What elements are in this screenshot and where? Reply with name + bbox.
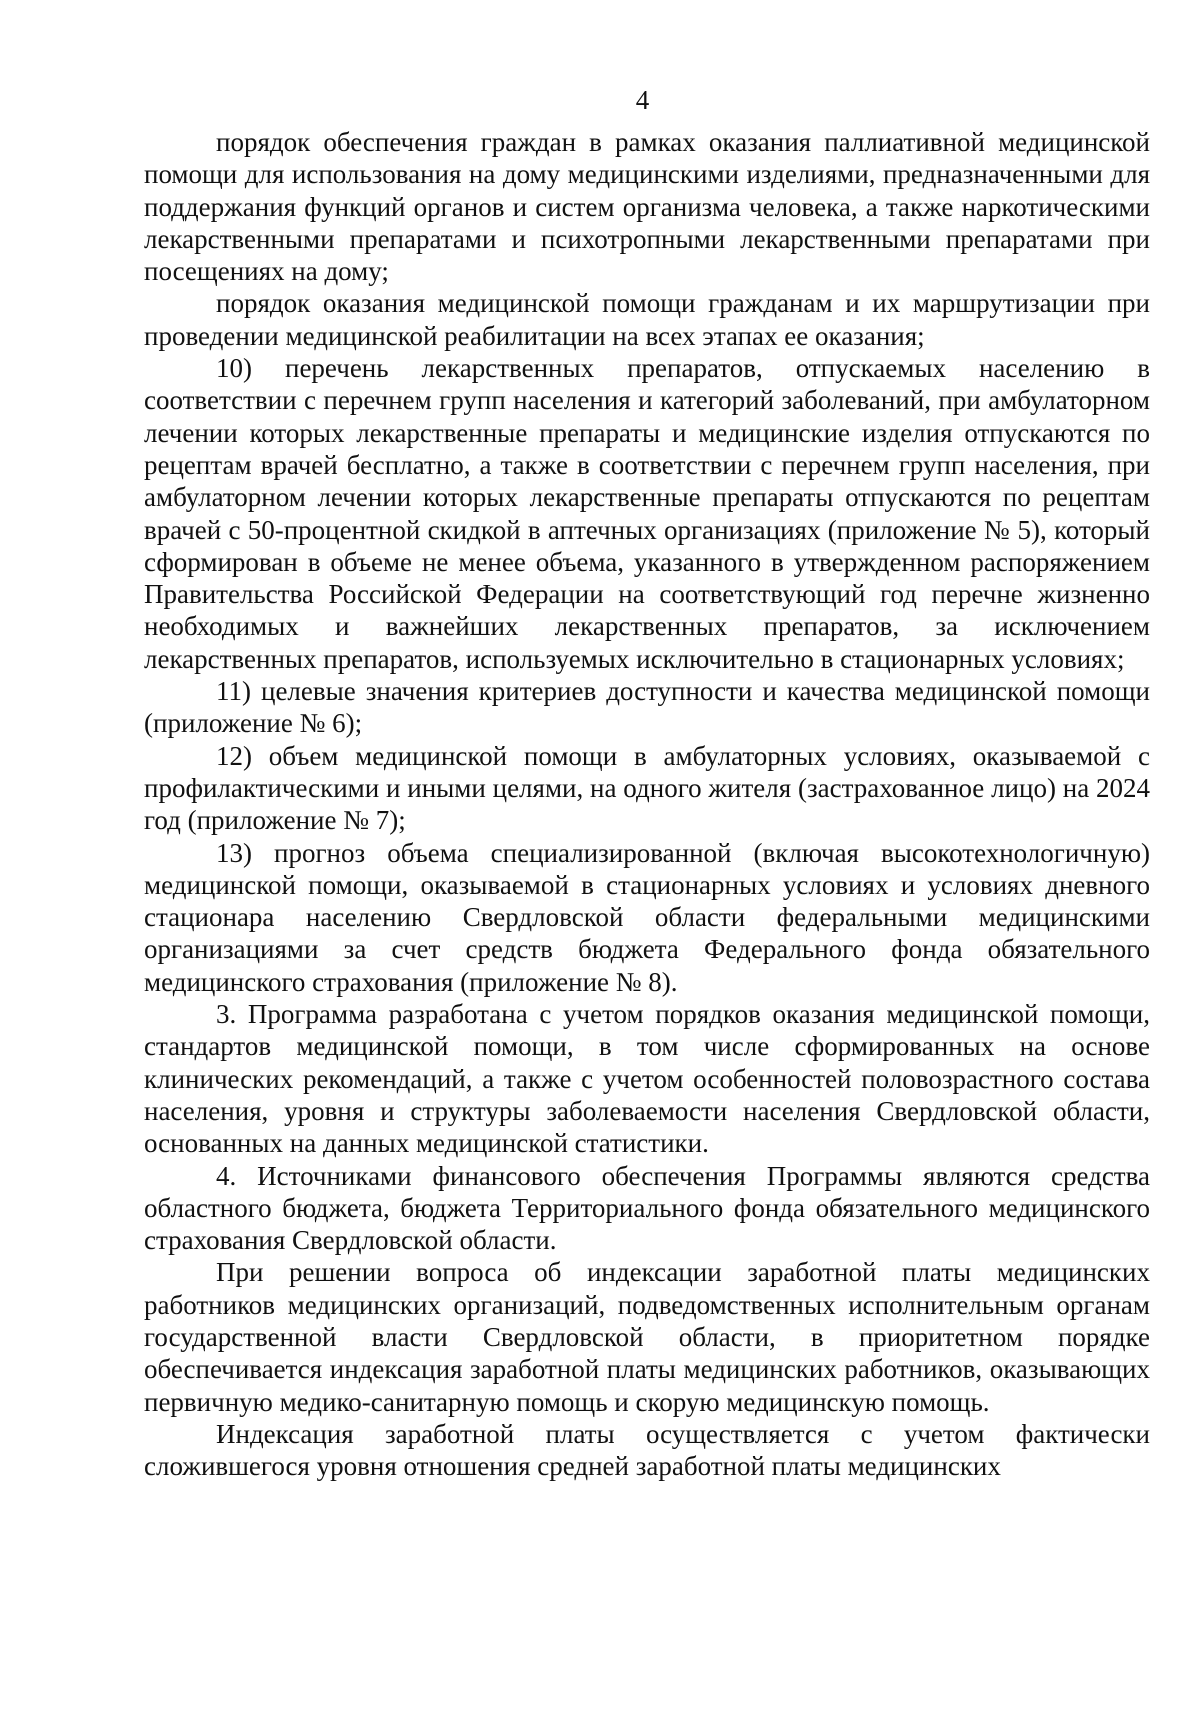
paragraph-section-3-program: 3. Программа разработана с учетом порядков оказания медицинской помощи, стандартов медицинской помощи, в том числе сформированных на основе клинических рекомендаций, а также с учетом особенностей половозрастного состава населения, уровня и структуры заболеваемости населения Свердловской области, основанных на данных медицинской статистики.	[144, 999, 1150, 1159]
document-body	[144, 126, 1150, 1482]
paragraph-item-12-outpatient-volume: 12) объем медицинской помощи в амбулаторных условиях, оказываемой с профилактическими и иными целями, на одного жителя (застрахованное лицо) на 2024 год (приложение № 7);	[144, 740, 1150, 836]
paragraph-salary-indexation: При решении вопроса об индексации заработной платы медицинских работников медицинских организаций, подведомственных исполнительным органам государственной власти Свердловской области, в приоритетном порядке обеспечивается индексация заработной платы медицинских работников, оказывающих первичную медико-санитарную помощь и скорую медицинскую помощь.	[144, 1257, 1150, 1417]
paragraph-item-10-drug-list: 10) перечень лекарственных препаратов, отпускаемых населению в соответствии с перечнем групп населения и категорий заболеваний, при амбулаторном лечении которых лекарственные препараты и медицинские изделия отпускаются по рецептам врачей бесплатно, а также в соответствии с перечнем групп населения, при амбулаторном лечении которых лекарственные препараты отпускаются по рецептам врачей с 50-процентной скидкой в аптечных организациях (приложение № 5), который сформирован в объеме не менее объема, указанного в утвержденном распоряжением Правительства Российской Федерации на соответствующий год перечне жизненно необходимых и важнейших лекарственных препаратов, за исключением лекарственных препаратов, используемых исключительно в стационарных условиях;	[144, 353, 1150, 674]
paragraph-rehabilitation-order: порядок оказания медицинской помощи гражданам и их маршрутизации при проведении медицинской реабилитации на всех этапах ее оказания;	[144, 288, 1150, 351]
paragraph-indexation-continued: Индексация заработной платы осуществляется с учетом фактически сложившегося уровня отношения средней заработной платы медицинских	[144, 1418, 1150, 1482]
paragraph-palliative-care-order: порядок обеспечения граждан в рамках оказания паллиативной медицинской помощи для использования на дому медицинскими изделиями, предназначенными для поддержания функций органов и систем организма человека, а также наркотическими лекарственными препаратами и психотропными лекарственными препаратами при посещениях на дому;	[144, 127, 1150, 287]
paragraph-item-11-criteria: 11) целевые значения критериев доступности и качества медицинской помощи (приложение № 6);	[144, 676, 1150, 739]
paragraph-section-4-funding: 4. Источниками финансового обеспечения Программы являются средства областного бюджета, бюджета Территориального фонда обязательного медицинского страхования Свердловской области.	[144, 1160, 1150, 1256]
page-number: 4	[635, 85, 650, 115]
paragraph-item-13-forecast: 13) прогноз объема специализированной (включая высокотехнологичную) медицинской помощи, оказываемой в стационарных условиях и условиях дневного стационара населению Свердловской области федеральными медицинскими организациями за счет средств бюджета Федерального фонда обязательного медицинского страхования (приложение № 8).	[144, 837, 1150, 997]
